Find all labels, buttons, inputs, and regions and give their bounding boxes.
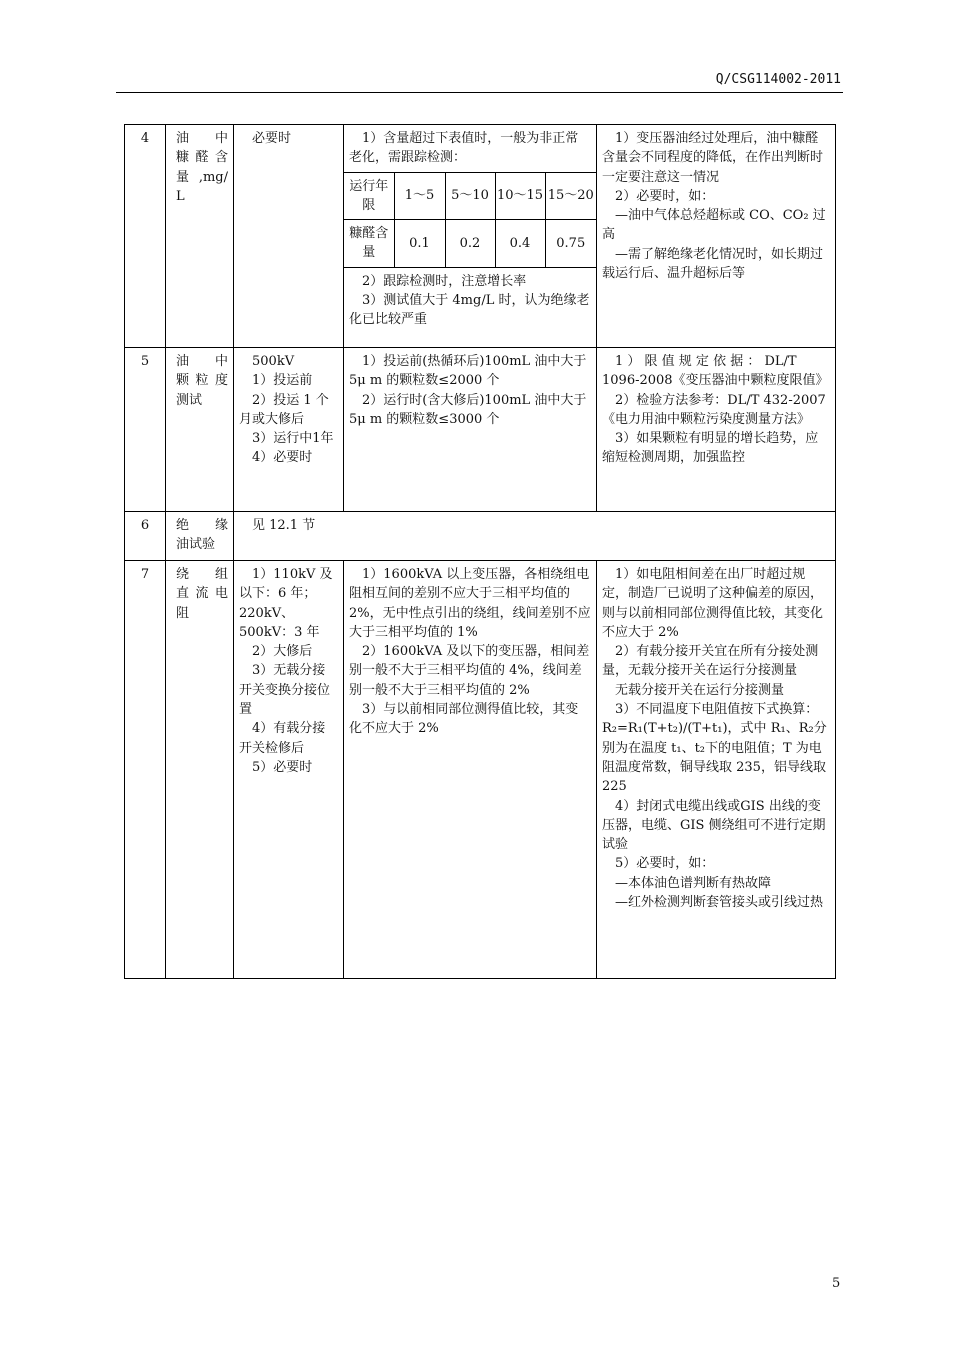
table-cell: 1～5 — [394, 172, 445, 219]
period-line: 1）投运前 — [252, 373, 313, 389]
item-requirements — [344, 561, 597, 979]
header-divider — [116, 92, 843, 93]
note-line: 3）如果颗粒有明显的增长趋势，应缩短检测周期，加强监控 — [602, 431, 819, 466]
table-cell: 运行年限 — [344, 172, 394, 219]
item-period — [234, 561, 344, 979]
table-row — [125, 125, 836, 348]
item-period — [234, 348, 344, 512]
item-name-line — [176, 565, 228, 584]
name-char: 中 — [214, 354, 228, 369]
period-line: 见 12.1 节 — [252, 518, 316, 533]
note-line: 1 ） 限 值 规 定 依 据 ： DL/T 1096-2008《变压器油中颗粒度限值》 — [602, 354, 829, 389]
item-notes — [597, 561, 836, 979]
note-line: 1）变压器油经过处理后，油中糠醛含量会不同程度的降低，在作出判断时一定要注意这一情况 — [602, 131, 824, 185]
item-name-line — [176, 516, 228, 535]
period-line: 500kV — [252, 354, 295, 369]
table-row — [125, 348, 836, 512]
item-requirements — [344, 125, 597, 348]
item-number: 6 — [125, 512, 166, 561]
note-line: 5）必要时，如： — [615, 856, 715, 872]
name-char: 油 — [176, 131, 190, 146]
table-cell: 0.1 — [394, 219, 445, 267]
period-line: 4）必要时 — [252, 450, 313, 466]
item-name-line: 阻 — [176, 605, 190, 621]
note-line: 4）封闭式电缆出线或GIS 出线的变压器，电缆、GIS 侧绕组可不进行定期试验 — [602, 798, 826, 853]
requirement-line: 3）与以前相同部位测得值比较，其变化不应大于 2% — [349, 702, 579, 737]
note-line: 2）有载分接开关宜在所有分接处测量，无载分接开关在运行分接测量 — [602, 644, 819, 679]
table-cell: 0.75 — [545, 219, 596, 267]
requirement-line: 1）含量超过下表值时，一般为非正常老化，需跟踪检测： — [349, 131, 579, 166]
item-name-line: 颗粒度 — [176, 373, 228, 389]
item-number: 5 — [125, 348, 166, 512]
period-line: 2）大修后 — [252, 644, 313, 660]
name-char: 油 — [176, 354, 190, 369]
item-name-line — [176, 352, 228, 371]
note-line: R₂=R₁(T+t₂)/(T+t₁)，式中 R₁、R₂分别为在温度 t₁、t₂下的电阻值；T 为电阻温度常数，铜导线取 235，铝导线取 225 — [602, 721, 827, 795]
item-name-line: L — [176, 188, 185, 204]
item-name — [166, 125, 234, 348]
period-line: 2）投运 1 个月或大修后 — [239, 392, 329, 427]
name-char: 中 — [214, 131, 228, 146]
furfural-limit-table — [344, 172, 596, 268]
note-line: —需了解绝缘老化情况时，如长期过载运行后、温升超标后等 — [602, 246, 824, 282]
note-line: —本体油色谱判断有热故障 — [615, 875, 772, 891]
table-cell: 5～10 — [445, 172, 495, 219]
requirement-line: 1）1600kVA 以上变压器，各相绕组电阻相互间的差别不应大于三相平均值的 2%，无中性点引出的绕组，线间差别不应大于三相平均值的 1% — [349, 567, 591, 640]
note-line: 2）必要时，如： — [615, 188, 715, 204]
note-line: —红外检测判断套管接头或引线过热 — [615, 895, 824, 911]
requirement-line: 2）运行时(含大修后)100mL 油中大于5μ m 的颗粒数≤3000 个 — [349, 392, 587, 427]
item-name — [166, 561, 234, 979]
table-cell: 10～15 — [495, 172, 545, 219]
requirement-line: 2）跟踪检测时，注意增长率 — [362, 273, 527, 289]
period-line: 3）运行中1年 — [252, 431, 334, 447]
note-line: 3）不同温度下电阻值按下式换算： — [615, 702, 819, 718]
item-name-line: 油试验 — [176, 537, 216, 553]
note-line: 1）如电阻相间差在出厂时超过规定，制造厂已说明了这种偏差的原因，则与以前相同部位测得值比较，其变化不应大于 2% — [602, 567, 824, 640]
name-char: 绝 — [176, 518, 190, 533]
item-number: 4 — [125, 125, 166, 348]
item-name-line: 糠醛含 — [176, 150, 228, 166]
item-name-line — [176, 129, 228, 148]
note-line: 2）检验方法参考：DL/T 432-2007《电力用油中颗粒污染度测量方法》 — [602, 392, 826, 427]
page-number: 5 — [832, 1276, 841, 1291]
table-cell: 糠醛含量 — [344, 219, 394, 267]
item-name-line: 直流电 — [176, 586, 228, 602]
requirement-line: 1）投运前(热循环后)100mL 油中大于5μ m 的颗粒数≤2000 个 — [349, 354, 587, 389]
note-line: 无载分接开关在运行分接测量 — [615, 682, 785, 698]
table-row — [125, 561, 836, 979]
test-items-table — [124, 124, 836, 979]
item-name-line: 量,mg/ — [176, 169, 228, 185]
item-name — [166, 512, 234, 561]
name-char: 组 — [214, 567, 228, 582]
table-row — [344, 172, 596, 219]
period-line: 5）必要时 — [252, 759, 313, 775]
item-period — [234, 512, 836, 561]
period-line: 1）110kV 及以下：6 年；220kV、500kV：3 年 — [239, 567, 333, 640]
period-line: 4）有载分接开关检修后 — [239, 721, 326, 756]
table-cell: 15～20 — [545, 172, 596, 219]
period-line: 必要时 — [252, 131, 292, 146]
table-cell: 0.4 — [495, 219, 545, 267]
table-cell: 0.2 — [445, 219, 495, 267]
period-line: 3）无载分接开关变换分接位置 — [239, 663, 331, 718]
requirement-line: 2）1600kVA 及以下的变压器，相间差别一般不大于三相平均值的 4%，线间差别一般不大于三相平均值的 2% — [349, 644, 590, 698]
name-char: 绕 — [176, 567, 190, 582]
item-notes — [597, 125, 836, 348]
item-number: 7 — [125, 561, 166, 979]
table-row — [125, 512, 836, 561]
name-char: 缘 — [214, 518, 228, 533]
note-line: —油中气体总烃超标或 CO、CO₂ 过高 — [602, 208, 826, 243]
item-notes — [597, 348, 836, 512]
requirement-line: 3）测试值大于 4mg/L 时，认为绝缘老化已比较严重 — [349, 292, 590, 328]
table-row — [344, 219, 596, 267]
item-period — [234, 125, 344, 348]
document-code: Q/CSG114002-2011 — [715, 72, 841, 87]
item-name-line: 测试 — [176, 392, 203, 408]
item-name — [166, 348, 234, 512]
item-requirements — [344, 348, 597, 512]
